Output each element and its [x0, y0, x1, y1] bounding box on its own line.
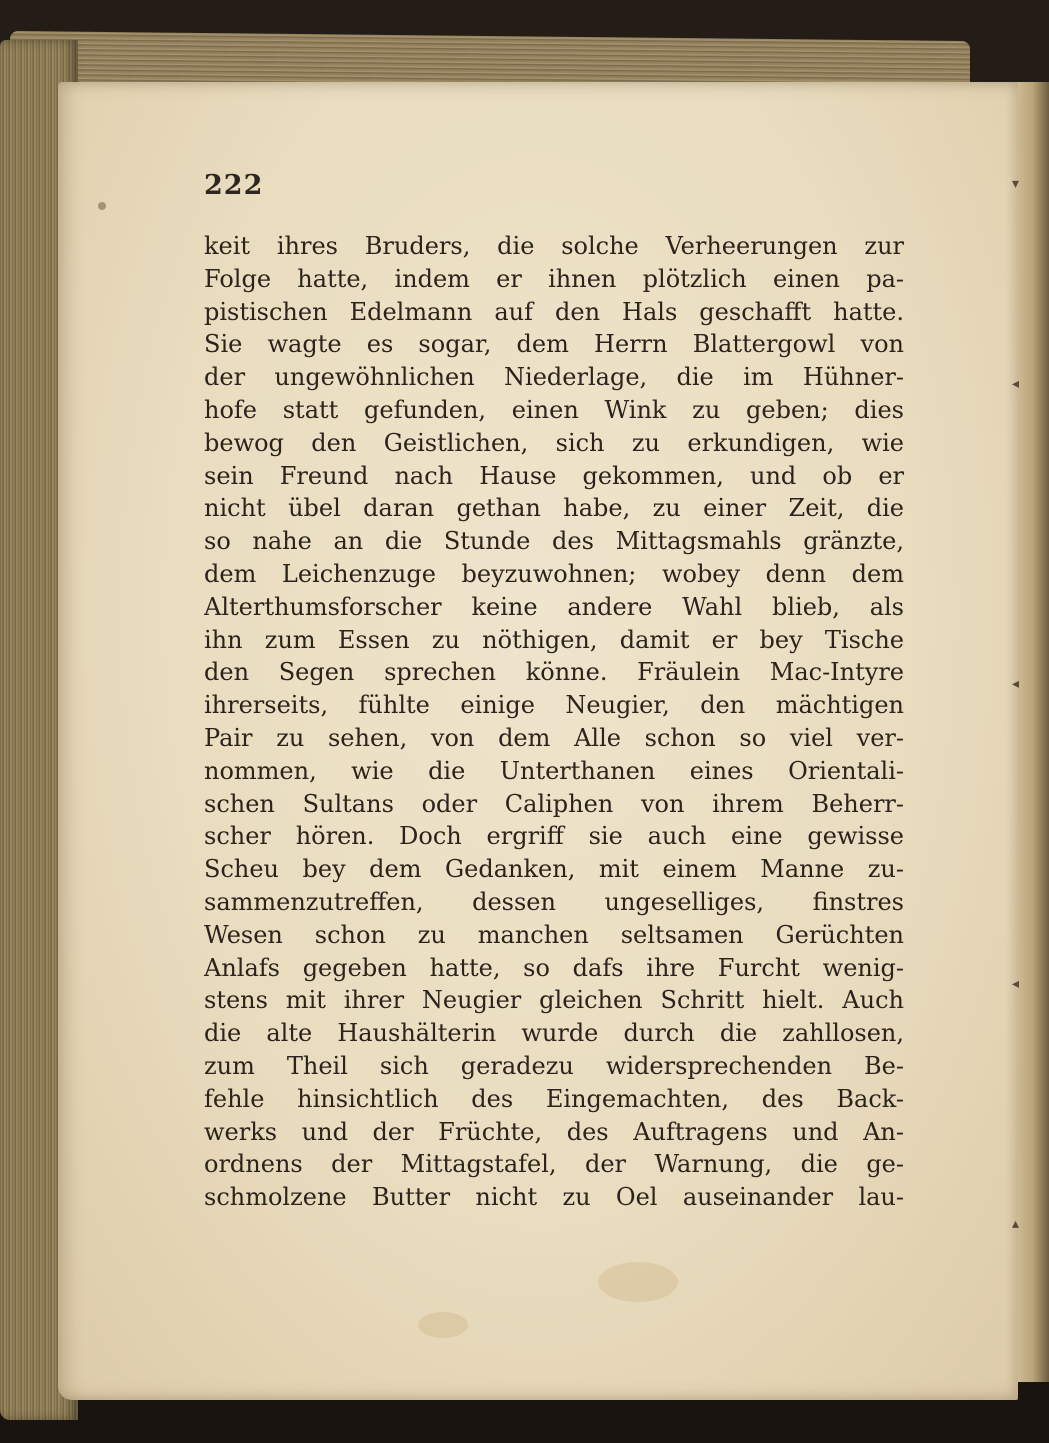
margin-mark: ◂ [1011, 976, 1019, 992]
text-line: stens mit ihrer Neugier gleichen Schritt hielt. Auch [204, 986, 904, 1015]
margin-mark: ◂ [1011, 676, 1019, 692]
text-line: bewog den Geistlichen, sich zu erkundigen, wie [204, 428, 904, 457]
text-line: ordnens der Mittagstafel, der Warnung, die ge- [204, 1150, 904, 1179]
text-line: ihn zum Essen zu nöthigen, damit er bey Tische [204, 625, 904, 654]
body-text [204, 230, 904, 1214]
text-line: Sie wagte es sogar, dem Herrn Blattergowl von [204, 330, 904, 359]
page-stain [418, 1312, 468, 1338]
text-line: nicht übel daran gethan habe, zu einer Zeit, die [204, 494, 904, 523]
text-line: werks und der Früchte, des Auftragens und An- [204, 1117, 904, 1146]
text-line: zum Theil sich geradezu widersprechenden Be- [204, 1051, 904, 1080]
text-line: Anlafs gegeben hatte, so dafs ihre Furcht wenig- [204, 953, 904, 982]
text-line: sammenzutreffen, dessen ungeselliges, finstres [204, 887, 904, 916]
text-line: hofe statt gefunden, einen Wink zu geben; dies [204, 395, 904, 424]
text-line: nommen, wie die Unterthanen eines Orientali- [204, 756, 904, 785]
text-line: den Segen sprechen könne. Fräulein Mac-Intyre [204, 658, 904, 687]
text-line: schmolzene Butter nicht zu Oel auseinander lau- [204, 1183, 904, 1212]
text-line: schen Sultans oder Caliphen von ihrem Beherr- [204, 789, 904, 818]
text-line: keit ihres Bruders, die solche Verheerungen zur [204, 232, 904, 260]
margin-mark: ◂ [1011, 376, 1019, 392]
page-stain [98, 202, 106, 210]
text-line: die alte Haushälterin wurde durch die zahllosen, [204, 1019, 904, 1048]
text-line: fehle hinsichtlich des Eingemachten, des Back- [204, 1084, 904, 1113]
margin-mark: ▾ [1011, 176, 1019, 192]
text-line: Scheu bey dem Gedanken, mit einem Manne zu- [204, 855, 904, 884]
text-line: Alterthumsforscher keine andere Wahl blieb, als [204, 592, 904, 621]
text-line: pistischen Edelmann auf den Hals geschafft hatte. [204, 297, 904, 326]
page-stain [598, 1262, 678, 1302]
text-line: der ungewöhnlichen Niederlage, die im Hühner- [204, 363, 904, 392]
text-line: so nahe an die Stunde des Mittagsmahls gränzte, [204, 527, 904, 556]
text-line: dem Leichenzuge beyzuwohnen; wobey denn dem [204, 559, 904, 588]
text-line: Wesen schon zu manchen seltsamen Gerüchten [204, 920, 904, 949]
page-number: 222 [204, 170, 264, 201]
text-line: scher hören. Doch ergriff sie auch eine gewisse [204, 822, 904, 851]
margin-mark: ▴ [1011, 1216, 1019, 1232]
text-line: ihrerseits, fühlte einige Neugier, den mächtigen [204, 691, 904, 720]
text-line: Folge hatte, indem er ihnen plötzlich einen pa- [204, 264, 904, 293]
text-line: sein Freund nach Hause gekommen, und ob er [204, 461, 904, 490]
text-line: Pair zu sehen, von dem Alle schon so viel ver- [204, 723, 904, 752]
